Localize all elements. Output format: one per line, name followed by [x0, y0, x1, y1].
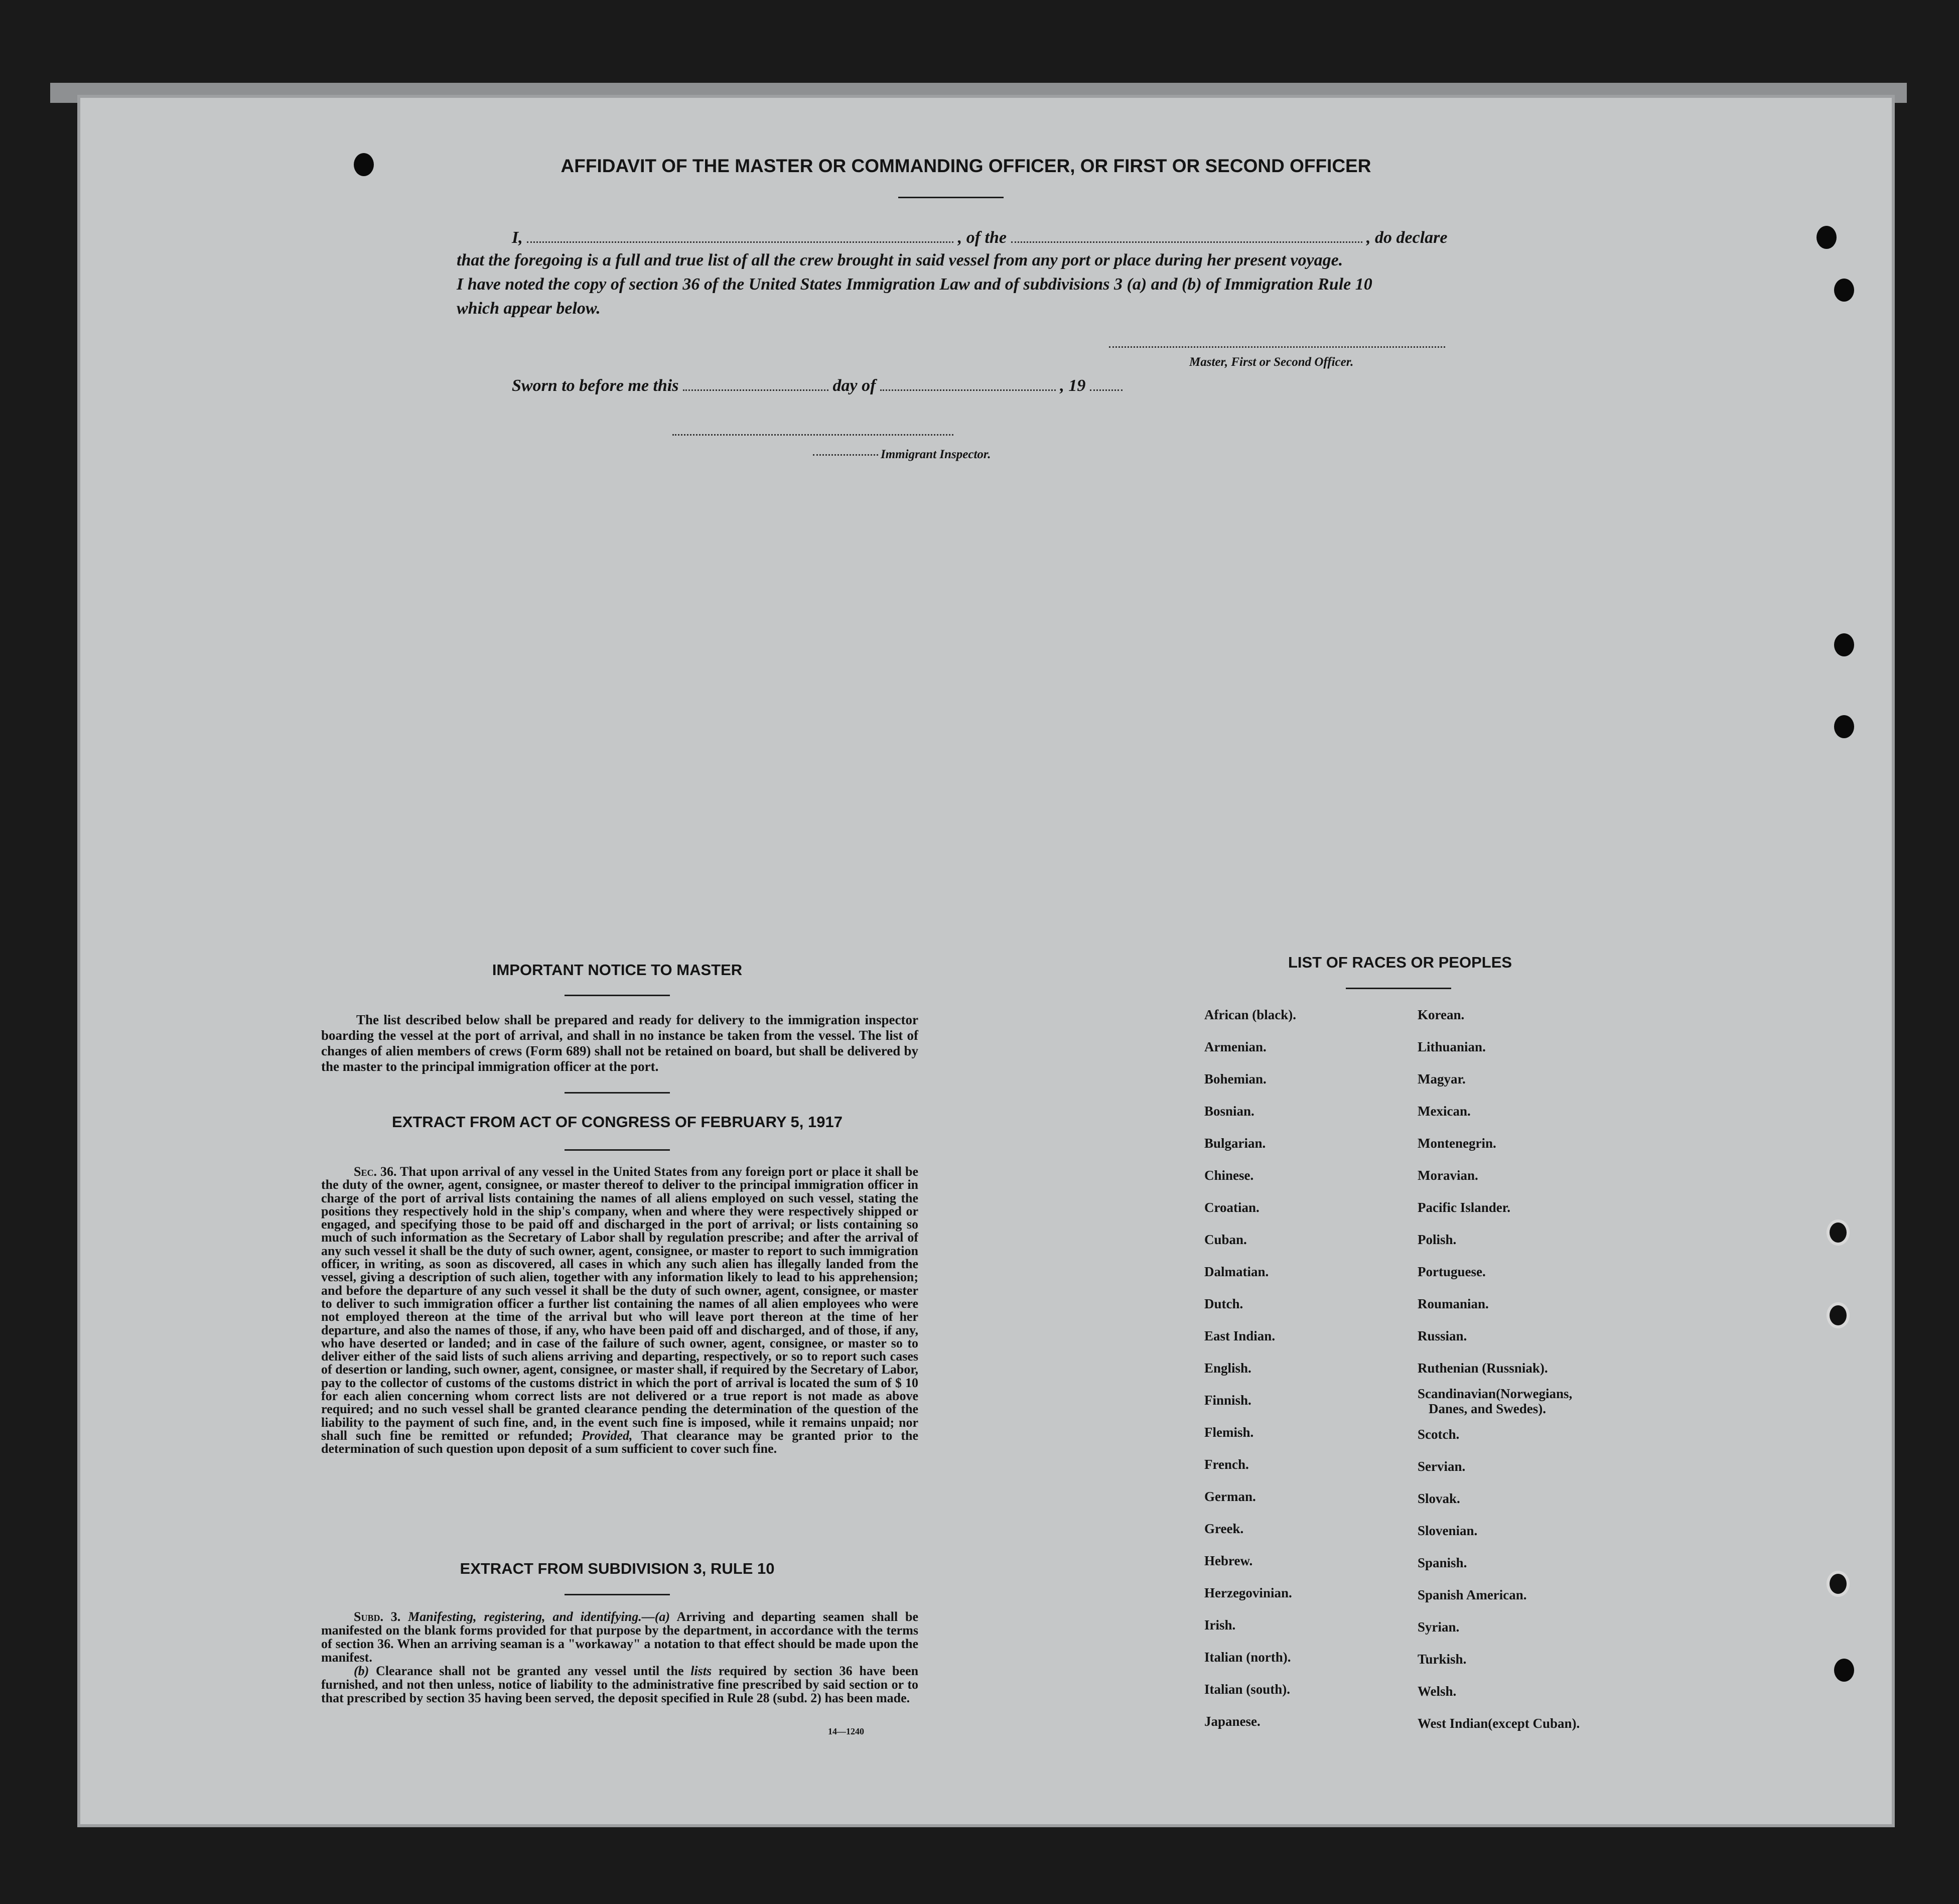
- race-item: Slovak.: [1418, 1491, 1460, 1506]
- divider: [565, 1092, 670, 1094]
- race-item: Finnish.: [1204, 1393, 1251, 1408]
- race-item: Scotch.: [1418, 1427, 1460, 1442]
- act-section-label: Sec. 36.: [354, 1164, 397, 1179]
- race-item: Welsh.: [1418, 1684, 1457, 1699]
- punch-hole-reinforced: [1827, 1571, 1850, 1597]
- race-item: English.: [1204, 1361, 1251, 1376]
- race-item: Pacific Islander.: [1418, 1200, 1510, 1215]
- inspector-label: Immigrant Inspector.: [881, 448, 991, 461]
- punch-hole: [1834, 715, 1854, 738]
- race-item: Magyar.: [1418, 1071, 1466, 1086]
- race-item: Roumanian.: [1418, 1296, 1489, 1311]
- affidavit-declare: , do declare: [1366, 228, 1448, 247]
- master-signature-line[interactable]: [1109, 346, 1445, 348]
- act-provided: Provided,: [581, 1428, 633, 1443]
- rule-para-b-lists: lists: [690, 1664, 712, 1678]
- race-item: Japanese.: [1204, 1714, 1261, 1729]
- form-number: 14—1240: [828, 1726, 864, 1736]
- notice-body: The list described below shall be prepared and ready for delivery to the immigration inspector boarding the vessel at the port of arrival, and shall in no instance be taken from the vessel. The list of changes of alien members of crews (Form 689) shall not be retained on board, but shall be delivered by the master to the principal immigration officer at the port.: [321, 1012, 918, 1074]
- race-item: Flemish.: [1204, 1425, 1254, 1440]
- race-item: Polish.: [1418, 1232, 1457, 1247]
- race-item: Bulgarian.: [1204, 1136, 1266, 1151]
- race-item: Moravian.: [1418, 1168, 1478, 1183]
- affidavit-line2: that the foregoing is a full and true list of all the crew brought in said vessel from any port or place during her present voyage.: [457, 251, 1343, 269]
- notice-title: IMPORTANT NOTICE TO MASTER: [492, 961, 743, 979]
- act-section-text: That upon arrival of any vessel in the United States from any foreign port or place it shall be the duty of the owner, agent, consignee, or master thereof to deliver to the principal immigration officer in charge of the port of arrival lists containing the names of all aliens employed on such vessel, stating the positions they respectively hold in the ship's company, when and where they were respectively shipped or engaged, and specifying those to be paid off and discharged in the port of arrival; or lists containing so much of such information as the Secretary of Labor shall by regulation prescribe; and after the arrival of any such vessel it shall be the duty of such owner, agent, consignee, or master to report to such immigration officer, in writing, as soon as discovered, all cases in which any such alien has illegally landed from the vessel, giving a description of such alien, together with any information likely to lead to his apprehension; and before the departure of any such vessel it shall be the duty of such owner, agent, consignee, or master to deliver to such immigration officer a further list containing the names of all alien employees who were not employed thereon at the time of the arrival but who will leave port thereon at the time of her departure, and also the names of those, if any, who have been paid off and discharged, and of those, if any, who have deserted or landed; and in case of the failure of such owner, agent, consignee, or master so to deliver either of the said lists of such aliens arriving and departing, respectively, or so to report such cases of desertion or landing, such owner, agent, consignee, or master shall, if required by the Secretary of Labor, pay to the collector of customs of the customs district in which the port of arrival is located the sum of $ 10 for each alien concerning whom correct lists are not delivered or a true report is not made as above required; and no such vessel shall be granted clearance pending the determination of the question of the liability to the payment of such fine, and, in the event such fine is imposed, while it remains unpaid; nor shall such fine be remitted or refunded;: [321, 1164, 919, 1443]
- race-item: German.: [1204, 1489, 1256, 1504]
- race-item: Scandinavian(Norwegians,: [1418, 1386, 1573, 1401]
- race-item: West Indian(except Cuban).: [1418, 1716, 1580, 1731]
- divider: [898, 197, 1004, 198]
- race-item: Hebrew.: [1204, 1553, 1253, 1568]
- rule-para-b-text2: required by section 36 have been furnished, and not then unless, notice of liability to the administrative fine prescribed by said section or to that prescribed by section 35 having been served, the deposit specified in Rule 28 (subd. 2) has been made.: [321, 1664, 919, 1705]
- name-field[interactable]: [527, 241, 953, 243]
- rule-para-a-text: Arriving and departing seamen shall be manifested on the blank forms provided for that purpose by the department, in accordance with the terms of section 36. When an arriving seaman is a "workaway" a notation to that effect should be made upon the manifest.: [321, 1609, 918, 1665]
- races-title: LIST OF RACES OR PEOPLES: [1288, 954, 1512, 971]
- race-item: Dutch.: [1204, 1296, 1243, 1311]
- race-item: Dalmatian.: [1204, 1264, 1269, 1279]
- race-item: Irish.: [1204, 1617, 1236, 1633]
- race-item: Spanish American.: [1418, 1587, 1527, 1602]
- affidavit-i: I,: [512, 228, 523, 247]
- race-item: Cuban.: [1204, 1232, 1247, 1247]
- sworn-line: [512, 376, 1214, 395]
- inspector-line-lead: [813, 454, 878, 456]
- act-section-tail: That clearance may be granted prior to the determination of such question upon deposit of a sum sufficient to cover such fine.: [321, 1428, 919, 1456]
- rule-para-b-label: (b): [354, 1664, 369, 1678]
- race-item: Croatian.: [1204, 1200, 1260, 1215]
- race-item: Lithuanian.: [1418, 1039, 1486, 1054]
- affidavit-line4: which appear below.: [457, 299, 601, 318]
- race-item: French.: [1204, 1457, 1249, 1472]
- race-item: Armenian.: [1204, 1039, 1267, 1054]
- affidavit-line3: I have noted the copy of section 36 of the United States Immigration Law and of subdivisions 3 (a) and (b) of Immigration Rule 10: [457, 275, 1372, 294]
- punch-hole: [1834, 633, 1854, 656]
- rule-subd-label: Subd. 3.: [354, 1609, 401, 1624]
- race-item: Syrian.: [1418, 1619, 1460, 1635]
- race-item: African (black).: [1204, 1007, 1296, 1022]
- divider: [565, 1594, 670, 1595]
- punch-hole-reinforced: [1827, 1302, 1850, 1328]
- act-body: [321, 1165, 918, 1456]
- affidavit-line1: [512, 228, 1455, 247]
- race-item: East Indian.: [1204, 1328, 1276, 1343]
- races-right-column: [1418, 999, 1628, 1739]
- affidavit-title: AFFIDAVIT OF THE MASTER OR COMMANDING OFFICER, OR FIRST OR SECOND OFFICER: [561, 156, 1371, 176]
- race-item: Turkish.: [1418, 1652, 1467, 1667]
- punch-hole: [1834, 1659, 1854, 1682]
- divider: [1346, 988, 1451, 989]
- race-item: Servian.: [1418, 1459, 1466, 1474]
- race-item: Mexican.: [1418, 1104, 1471, 1119]
- sworn-day-of: day of: [832, 376, 876, 395]
- act-title: EXTRACT FROM ACT OF CONGRESS OF FEBRUARY 5, 1917: [392, 1113, 843, 1131]
- race-item: Italian (south).: [1204, 1682, 1291, 1697]
- sworn-prefix: Sworn to before me this: [512, 376, 679, 395]
- inspector-signature-line[interactable]: [672, 434, 953, 436]
- race-item: Bosnian.: [1204, 1104, 1254, 1119]
- rule-para-b-text1: Clearance shall not be granted any vessel until the: [376, 1664, 684, 1678]
- race-item: Italian (north).: [1204, 1650, 1291, 1665]
- punch-hole: [1816, 226, 1837, 249]
- race-item: Montenegrin.: [1418, 1136, 1496, 1151]
- race-item: Spanish.: [1418, 1555, 1467, 1570]
- race-item: Slovenian.: [1418, 1523, 1478, 1538]
- race-item: Greek.: [1204, 1521, 1244, 1536]
- race-item: Bohemian.: [1204, 1071, 1267, 1086]
- rule-body: [321, 1610, 918, 1705]
- divider: [565, 995, 670, 996]
- vessel-field[interactable]: [1011, 241, 1362, 243]
- race-item: Ruthenian (Russniak).: [1418, 1361, 1548, 1376]
- sworn-year-field[interactable]: [1090, 389, 1123, 391]
- race-item: Chinese.: [1204, 1168, 1254, 1183]
- master-signature-label: Master, First or Second Officer.: [1189, 355, 1354, 369]
- race-item: Russian.: [1418, 1328, 1467, 1343]
- races-left-column: [1204, 999, 1405, 1737]
- affidavit-of-the: , of the: [957, 228, 1007, 247]
- race-item-multiline: [1418, 1384, 1628, 1418]
- rule-para-a: [321, 1610, 918, 1664]
- sworn-day-field[interactable]: [683, 389, 828, 391]
- rule-subd-heading: Manifesting, registering, and identifying.—(a): [408, 1609, 670, 1624]
- sworn-year: , 19: [1060, 376, 1086, 395]
- rule-title: EXTRACT FROM SUBDIVISION 3, RULE 10: [460, 1560, 775, 1577]
- divider: [565, 1149, 670, 1151]
- rule-para-b: [321, 1664, 918, 1705]
- race-item: Danes, and Swedes).: [1429, 1401, 1547, 1416]
- punch-hole-reinforced: [1827, 1219, 1850, 1246]
- sworn-month-field[interactable]: [880, 389, 1056, 391]
- race-item: Herzegovinian.: [1204, 1585, 1292, 1600]
- race-item: Korean.: [1418, 1007, 1465, 1022]
- race-item: Portuguese.: [1418, 1264, 1486, 1279]
- punch-hole: [1834, 279, 1854, 302]
